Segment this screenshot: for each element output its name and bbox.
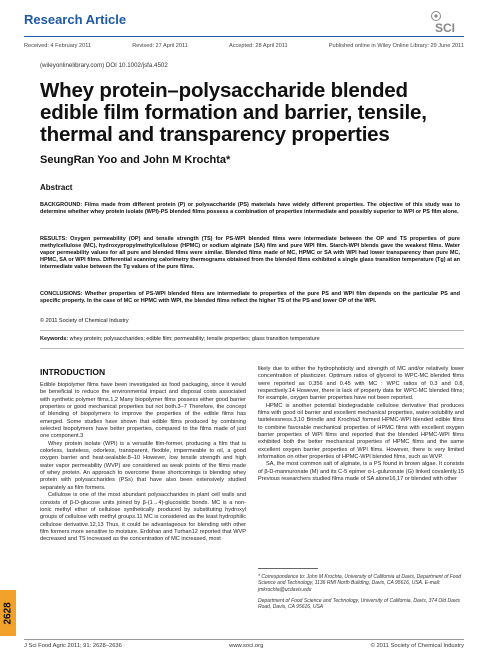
page-header xyxy=(24,8,464,36)
sci-logo xyxy=(430,10,468,36)
abstract-results xyxy=(40,236,460,271)
section-label: Research Article xyxy=(24,12,127,27)
affiliation-footnote: Department of Food Science and Technology, University of California, Davis, 374 Old Davis Road, Davis, CA 95616, USA xyxy=(258,598,461,611)
received-date: Received: 4 February 2011 xyxy=(24,43,92,49)
body-column-right xyxy=(258,366,464,484)
accepted-date: Accepted: 28 April 2011 xyxy=(228,43,288,49)
background-text: Films made from different protein (P) or polysaccharide (PS) materials have widely different properties. The objective of this study was to determine whether whey protein isolate (WPI)-PS blended films possess a combination of properties intermediate and possibly superior to WPI or PS film alone. xyxy=(40,202,460,216)
abstract-background xyxy=(40,202,460,216)
introduction-heading: INTRODUCTION xyxy=(40,367,106,377)
footer-copyright: © 2011 Society of Chemical Industry xyxy=(370,643,464,649)
divider xyxy=(40,348,464,349)
doi[interactable]: (wileyonlinelibrary.com) DOI 10.1002/jsfa.4502 xyxy=(40,62,168,69)
keywords-text: whey protein; polysaccharides; edible film; permeability; tensile properties; glass transition temperature xyxy=(68,336,320,342)
journal-citation: J Sci Food Agric 2011; 91: 2628–2636 xyxy=(24,643,122,649)
results-label: RESULTS: xyxy=(40,236,68,242)
keywords xyxy=(40,336,464,342)
keywords-label: Keywords: xyxy=(40,336,69,342)
authors: SeungRan Yoo and John M Krochta* xyxy=(40,154,231,166)
results-text: Oxygen permeability (OP) and tensile strength (TS) for PS-WPI blended films were intermediate between the OP and TS properties of pure methylcellulose (MC), hydroxypropylmethylcellulose (HPMC) or sodium alginate (SA) film and pure WPI film. Starch-WPI blends gave the weakest films. Water vapor permeability values for all pure and blended films were similar. Blended films made of MC, HPMC or SA with WPI had lower transparency than pure MC, HPMC, SA or WPI films. Differential scanning calorimetry thermograms obtained from the blended films exhibited a single glass transition temperature (Tg) at an intermediate value between the Tg values of the pure films. xyxy=(40,236,460,271)
published-date: Published online in Wiley Online Library: 29 June 2011 xyxy=(328,43,464,49)
body-column-left xyxy=(40,382,246,544)
paragraph: likely due to either the hydrophobicity and strength of MC and/or relatively lower concentration of plasticizer. Optimum ratios of glycerol to WPC-MC blended films were reported as 0.356 and 0.45 with MC : WPC ratios of 0.3 and 0.8, respectively.14 However, there is lack of property data for WPC-MC blended films; for example, oxygen barrier properties have not been reported. xyxy=(258,366,464,402)
divider xyxy=(40,330,464,331)
publication-dates xyxy=(24,43,464,49)
paragraph: Whey protein isolate (WPI) is a versatile film-former, producing a film that is colorless, tasteless, odorless, transparent, flexible, impermeable to oil, a good oxygen barrier and heat-sealable.8–10 However, low tensile strength and high water vapor permeability (WVP) are considered as weak points of the films made of whey protein. An approach to overcome these shortcomings is blending whey protein with polysaccharides (PSs) that have also been extensively studied separately as film formers. xyxy=(40,440,246,491)
abstract-copyright: © 2011 Society of Chemical Industry xyxy=(40,318,129,324)
svg-text:SCI: SCI xyxy=(435,21,456,35)
abstract-conclusions xyxy=(40,291,460,305)
footer-rule xyxy=(24,639,464,640)
paragraph: SA, the most common salt of alginate, is a PS found in brown algae. It consists of β-D-mannuronate (M) and its C-5 epimer α-L-guluronate (G) linked covalently.15 Previous researchers studied films made of SA alone16,17 or blended with other xyxy=(258,461,464,483)
revised-date: Revised: 27 April 2011 xyxy=(132,43,188,49)
background-label: BACKGROUND: xyxy=(40,202,83,208)
page-number: 2628 xyxy=(2,602,14,625)
journal-website[interactable]: www.soci.org xyxy=(229,643,264,649)
header-rule xyxy=(24,36,464,37)
correspondence-footnote: * Correspondence to: John M Krochta, University of California at Davis, Department of Food Science and Technology, 1136 RMI North Building, Davis, CA 95616, USA. E-mail: jmkrochta@ucdavis.edu xyxy=(258,574,462,593)
page-footer xyxy=(24,643,464,649)
abstract-heading: Abstract xyxy=(40,183,73,192)
conclusions-label: CONCLUSIONS: xyxy=(40,291,83,297)
conclusions-text: Whether properties of PS-WPI blended films are intermediate to properties of the pure PS and WPI film depends on the particular PS and specific property. In the case of MC or HPMC with WPI, the blended films reflect the higher TS of the PS and lower OP of the WPI. xyxy=(40,291,460,305)
article-title: Whey protein–polysaccharide blended edible film formation and barrier, tensile, thermal and transparency properties xyxy=(40,79,427,146)
paragraph: HPMC is another potential biodegradable cellulose derivative that produces films with good oil barrier and excellent mechanical properties, water-solubility and tastelessness.3,10 Brindle and Krochta3 formed HPMC-WPI blended edible films to combine favorable mechanical properties of HPMC films with excellent oxygen barrier properties of WPI films and reported that the blended HPMC-WPI films exhibited both the better mechanical properties of HPMC films and the same excellent oxygen barrier properties of WPI films. However, there is very limited information on other properties of HPMC-WPI blended films, such as WVP. xyxy=(258,402,464,461)
paragraph: Edible biopolymer films have been investigated as food packaging, since it would be beneficial to reduce the environmental impact and disposal costs associated with synthetic polymer films.1,2 Many biopolymer films possess either good barrier properties or good mechanical properties but not both.3–7 Therefore, the concept of blending of biopolymers to improve the properties of the edible films has emerged. Some studies have shown that edible films produced by combining selected biopolymers have better properties, compared to the films made of just one component.3 xyxy=(40,382,246,440)
footnote-rule xyxy=(258,568,318,569)
paragraph: Cellulose is one of the most abundant polysaccharides in plant cell walls and consists of β-D-glucose units joined by β-(1→4)-glucosidic bonds. MC is a non-ionic methyl ether of cellulose synthetically produced by substituting hydroxyl groups of cellulose with methyl groups.11 MC is considered as the least hydrophilic cellulose derivative.12,13 Thus, it could be advantageous for blending with other film formers more sensitive to moisture. Erdohan and Turhan12 reported that WVP decreased and TS increased as the concentration of MC increased, most xyxy=(40,492,246,543)
